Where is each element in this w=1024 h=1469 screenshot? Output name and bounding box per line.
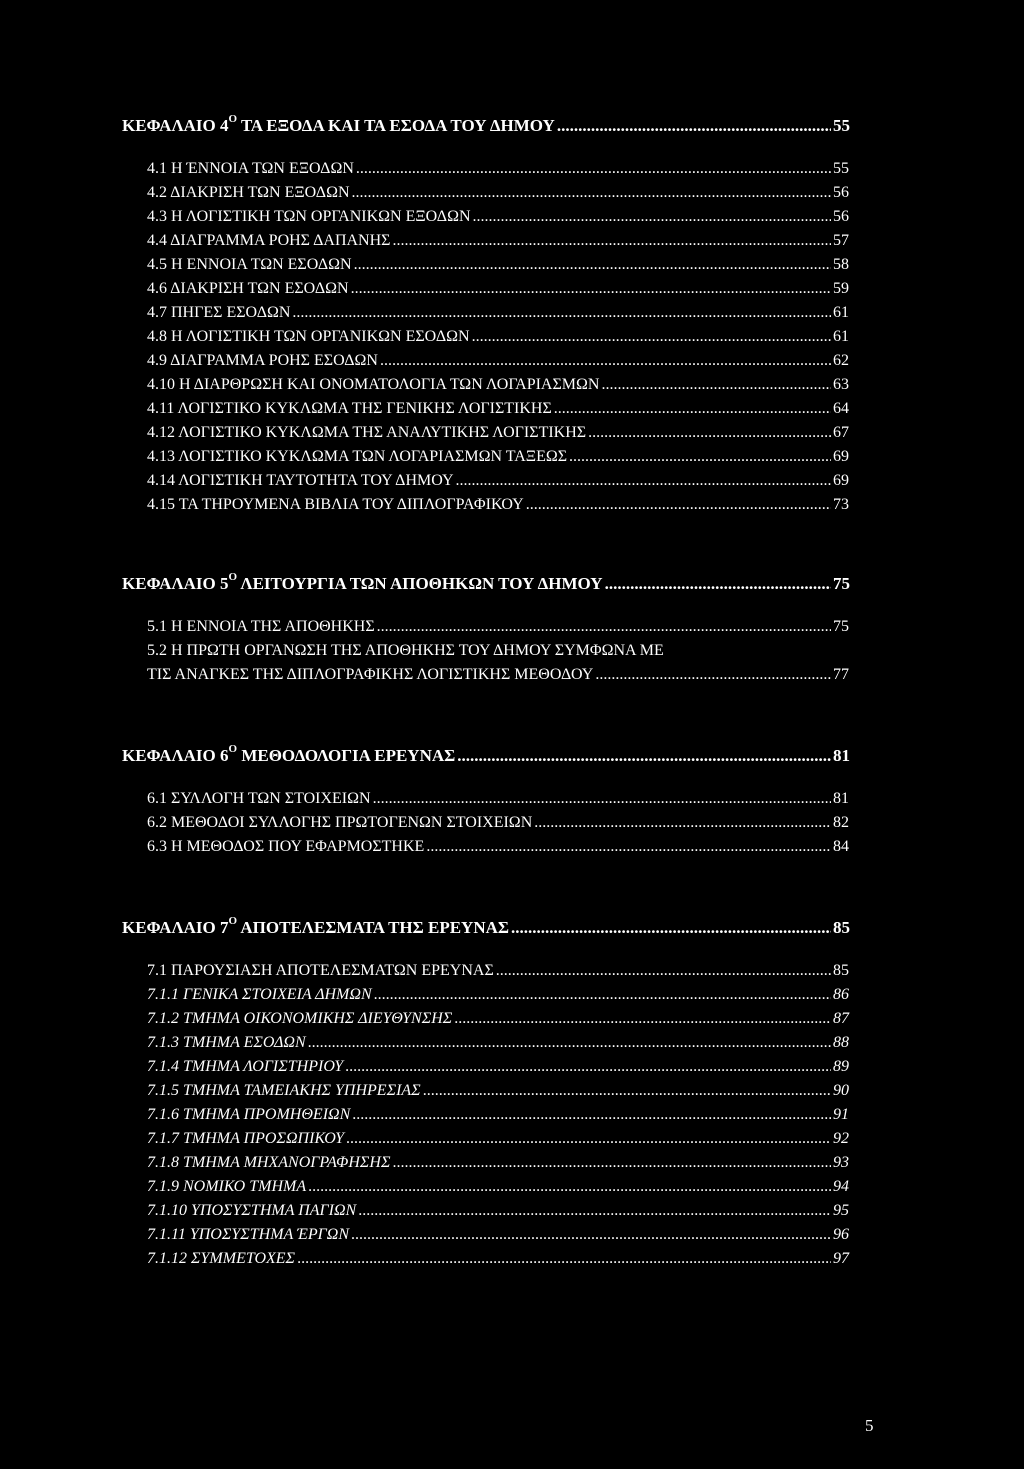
chapter-sup: Ο <box>228 743 238 756</box>
leader-dots <box>374 986 831 1004</box>
page-ref: 57 <box>833 232 849 249</box>
leader-dots <box>351 1226 831 1244</box>
toc-entry-7-1-6[interactable] <box>147 1106 849 1128</box>
toc-entry-6-3[interactable] <box>147 838 849 860</box>
leader-dots <box>292 304 831 322</box>
leader-dots <box>472 328 831 346</box>
leader-dots <box>496 962 831 980</box>
chapter-5-heading[interactable] <box>122 571 850 598</box>
chapter-prefix: ΚΕΦΑΛΑΙΟ 4 <box>122 116 229 135</box>
page-ref: 91 <box>833 1106 849 1123</box>
toc-entry-7-1-2[interactable] <box>147 1010 849 1032</box>
toc-entry-4-4[interactable] <box>147 232 849 254</box>
leader-dots <box>569 448 831 466</box>
page-ref: 75 <box>833 618 849 635</box>
toc-entry-6-1[interactable] <box>147 790 849 812</box>
page-ref: 81 <box>833 746 850 765</box>
entry-text: 4.4 ΔΙΑΓΡΑΜΜΑ ΡΟΗΣ ΔΑΠΑΝΗΣ <box>147 232 391 249</box>
leader-dots <box>557 116 831 136</box>
leader-dots <box>426 838 831 856</box>
page-ref: 84 <box>833 838 849 855</box>
entry-text: 5.1 Η ΕΝΝΟΙΑ ΤΗΣ ΑΠΟΘΗΚΗΣ <box>147 618 375 635</box>
chapter-prefix: ΚΕΦΑΛΑΙΟ 7 <box>122 918 229 937</box>
entry-text: 4.10 Η ΔΙΑΡΘΡΩΣΗ ΚΑΙ ΟΝΟΜΑΤΟΛΟΓΙΑ ΤΩΝ ΛΟΓΑΡΙΑΣΜΩΝ <box>147 376 600 393</box>
page-ref: 93 <box>833 1154 849 1171</box>
entry-text: 4.3 Η ΛΟΓΙΣΤΙΚΗ ΤΩΝ ΟΡΓΑΝΙΚΩΝ ΕΞΟΔΩΝ <box>147 208 471 225</box>
toc-entry-7-1-5[interactable] <box>147 1082 849 1104</box>
page-ref: 85 <box>833 962 849 979</box>
page-ref: 90 <box>833 1082 849 1099</box>
leader-dots <box>345 1058 831 1076</box>
page-ref: 58 <box>833 256 849 273</box>
leader-dots <box>526 496 831 514</box>
page-ref: 75 <box>833 574 850 593</box>
chapter-prefix: ΚΕΦΑΛΑΙΟ 6 <box>122 746 229 765</box>
entry-text: 6.3 Η ΜΕΘΟΔΟΣ ΠΟΥ ΕΦΑΡΜΟΣΤΗΚΕ <box>147 838 425 855</box>
page-ref: 95 <box>833 1202 849 1219</box>
page-ref: 96 <box>833 1226 849 1243</box>
toc-entry-4-13[interactable] <box>147 448 849 470</box>
page-ref: 85 <box>833 918 850 937</box>
entry-text: 4.9 ΔΙΑΓΡΑΜΜΑ ΡΟΗΣ ΕΣΟΔΩΝ <box>147 352 378 369</box>
toc-entry-5-1[interactable] <box>147 618 849 640</box>
page-ref: 88 <box>833 1034 849 1051</box>
entry-text: 7.1.7 ΤΜΗΜΑ ΠΡΟΣΩΠΙΚΟΥ <box>147 1130 345 1147</box>
toc-entry-4-8[interactable] <box>147 328 849 350</box>
chapter-sup: Ο <box>228 113 238 126</box>
toc-entry-7-1-10[interactable] <box>147 1202 849 1224</box>
leader-dots <box>308 1034 831 1052</box>
entry-text: 4.8 Η ΛΟΓΙΣΤΙΚΗ ΤΩΝ ΟΡΓΑΝΙΚΩΝ ΕΣΟΔΩΝ <box>147 328 470 345</box>
leader-dots <box>358 1202 831 1220</box>
entry-text: 4.14 ΛΟΓΙΣΤΙΚΗ ΤΑΥΤΟΤΗΤΑ ΤΟΥ ΔΗΜΟΥ <box>147 472 454 489</box>
entry-text: 6.2 ΜΕΘΟΔΟΙ ΣΥΛΛΟΓΗΣ ΠΡΩΤΟΓΕΝΩΝ ΣΤΟΙΧΕΙΩΝ <box>147 814 533 831</box>
entry-text: 4.13 ΛΟΓΙΣΤΙΚΟ ΚΥΚΛΩΜΑ ΤΩΝ ΛΟΓΑΡΙΑΣΜΩΝ ΤΑΞΕΩΣ <box>147 448 568 465</box>
toc-entry-4-10[interactable] <box>147 376 849 398</box>
chapter-4-heading[interactable] <box>122 113 850 140</box>
page-ref: 73 <box>833 496 849 513</box>
toc-entry-7-1-3[interactable] <box>147 1034 849 1056</box>
leader-dots <box>308 1178 831 1196</box>
page-ref: 92 <box>833 1130 849 1147</box>
page-ref: 61 <box>833 304 849 321</box>
entry-text: 4.11 ΛΟΓΙΣΤΙΚΟ ΚΥΚΛΩΜΑ ΤΗΣ ΓΕΝΙΚΗΣ ΛΟΓΙΣΤΙΚΗΣ <box>147 400 552 417</box>
leader-dots <box>554 400 831 418</box>
toc-entry-4-1[interactable] <box>147 160 849 182</box>
toc-entry-4-9[interactable] <box>147 352 849 374</box>
entry-text: 7.1.8 ΤΜΗΜΑ ΜΗΧΑΝΟΓΡΑΦΗΣΗΣ <box>147 1154 391 1171</box>
chapter-7-heading[interactable] <box>122 915 850 942</box>
entry-text: 4.5 Η ΕΝΝΟΙΑ ΤΩΝ ΕΣΟΔΩΝ <box>147 256 352 273</box>
toc-entry-6-2[interactable] <box>147 814 849 836</box>
page-ref: 94 <box>833 1178 849 1195</box>
page-ref: 81 <box>833 790 849 807</box>
leader-dots <box>601 376 831 394</box>
entry-text: 7.1.9 ΝΟΜΙΚΟ ΤΜΗΜΑ <box>147 1178 307 1195</box>
chapter-prefix: ΚΕΦΑΛΑΙΟ 5 <box>122 574 229 593</box>
entry-text: 7.1.6 ΤΜΗΜΑ ΠΡΟΜΗΘΕΙΩΝ <box>147 1106 351 1123</box>
leader-dots <box>392 1154 831 1172</box>
entry-text: 7.1.10 ΥΠΟΣΥΣΤΗΜΑ ΠΑΓΙΩΝ <box>147 1202 357 1219</box>
toc-entry-5-2[interactable] <box>147 666 849 688</box>
chapter-sup: Ο <box>228 571 238 584</box>
leader-dots <box>595 666 831 684</box>
page-ref: 55 <box>833 160 849 177</box>
entry-text: 7.1.11 ΥΠΟΣΥΣΤΗΜΑ ΈΡΓΩΝ <box>147 1226 349 1243</box>
page-ref: 89 <box>833 1058 849 1075</box>
entry-text: 7.1.5 ΤΜΗΜΑ ΤΑΜΕΙΑΚΗΣ ΥΠΗΡΕΣΙΑΣ <box>147 1082 421 1099</box>
chapter-title: ΤΑ ΕΞΟΔΑ ΚΑΙ ΤΑ ΕΣΟΔΑ ΤΟΥ ΔΗΜΟΥ <box>241 116 555 135</box>
toc-entry-4-7[interactable] <box>147 304 849 326</box>
entry-text: 7.1.3 ΤΜΗΜΑ ΕΣΟΔΩΝ <box>147 1034 306 1051</box>
chapter-title: ΜΕΘΟΔΟΛΟΓΙΑ ΕΡΕΥΝΑΣ <box>241 746 456 765</box>
page-ref: 67 <box>833 424 849 441</box>
toc-entry-7-1-8[interactable] <box>147 1154 849 1176</box>
toc-entry-4-11[interactable] <box>147 400 849 422</box>
page-ref: 61 <box>833 328 849 345</box>
entry-text: 6.1 ΣΥΛΛΟΓΗ ΤΩΝ ΣΤΟΙΧΕΙΩΝ <box>147 790 371 807</box>
entry-text: 7.1.2 ΤΜΗΜΑ ΟΙΚΟΝΟΜΙΚΗΣ ΔΙΕΥΘΥΝΣΗΣ <box>147 1010 453 1027</box>
toc-entry-7-1[interactable] <box>147 962 849 984</box>
page-ref: 82 <box>833 814 849 831</box>
page-ref: 55 <box>833 116 850 135</box>
toc-entry-4-6[interactable] <box>147 280 849 302</box>
leader-dots <box>456 472 831 490</box>
entry-text: 4.6 ΔΙΑΚΡΙΣΗ ΤΩΝ ΕΣΟΔΩΝ <box>147 280 349 297</box>
page-ref: 59 <box>833 280 849 297</box>
leader-dots <box>605 574 831 594</box>
leader-dots <box>423 1082 831 1100</box>
entry-text: 4.7 ΠΗΓΕΣ ΕΣΟΔΩΝ <box>147 304 291 321</box>
entry-text: 4.12 ΛΟΓΙΣΤΙΚΟ ΚΥΚΛΩΜΑ ΤΗΣ ΑΝΑΛΥΤΙΚΗΣ ΛΟΓΙΣΤΙΚΗΣ <box>147 424 587 441</box>
entry-text: 7.1.4 ΤΜΗΜΑ ΛΟΓΙΣΤΗΡΙΟΥ <box>147 1058 344 1075</box>
toc-entry-5-2-line1[interactable]: 5.2 Η ΠΡΩΤΗ ΟΡΓΑΝΩΣΗ ΤΗΣ ΑΠΟΘΗΚΗΣ ΤΟΥ ΔΗΜΟΥ ΣΥΜΦΩΝΑ ΜΕ <box>147 642 664 659</box>
page-ref: 64 <box>833 400 849 417</box>
chapter-title: ΛΕΙΤΟΥΡΓΙΑ ΤΩΝ ΑΠΟΘΗΚΩΝ ΤΟΥ ΔΗΜΟΥ <box>240 574 603 593</box>
leader-dots <box>346 1130 831 1148</box>
toc-entry-7-1-9[interactable] <box>147 1178 849 1200</box>
page-ref: 86 <box>833 986 849 1003</box>
leader-dots <box>351 280 831 298</box>
toc-entry-7-1-1[interactable] <box>147 986 849 1008</box>
leader-dots <box>454 1010 831 1028</box>
entry-text: 7.1.12 ΣΥΜΜΕΤΟΧΕΣ <box>147 1250 296 1267</box>
leader-dots <box>457 746 831 766</box>
chapter-sup: Ο <box>228 915 238 928</box>
entry-text: 4.2 ΔΙΑΚΡΙΣΗ ΤΩΝ ΕΞΟΔΩΝ <box>147 184 350 201</box>
leader-dots <box>392 232 831 250</box>
leader-dots <box>373 790 831 808</box>
leader-dots <box>534 814 831 832</box>
entry-text: ΤΙΣ ΑΝΑΓΚΕΣ ΤΗΣ ΔΙΠΛΟΓΡΑΦΙΚΗΣ ΛΟΓΙΣΤΙΚΗΣ ΜΕΘΟΔΟΥ <box>147 666 594 683</box>
entry-text: 7.1.1 ΓΕΝΙΚΑ ΣΤΟΙΧΕΙΑ ΔΗΜΩΝ <box>147 986 372 1003</box>
page-ref: 87 <box>833 1010 849 1027</box>
page-ref: 77 <box>833 666 849 683</box>
page-ref: 69 <box>833 472 849 489</box>
toc-entry-7-1-11[interactable] <box>147 1226 849 1248</box>
toc-entry-4-5[interactable] <box>147 256 849 278</box>
leader-dots <box>380 352 831 370</box>
page-ref: 97 <box>833 1250 849 1267</box>
toc-entry-4-2[interactable] <box>147 184 849 206</box>
page-ref: 63 <box>833 376 849 393</box>
toc-entry-4-14[interactable] <box>147 472 849 494</box>
leader-dots <box>297 1250 831 1268</box>
toc-entry-4-12[interactable] <box>147 424 849 446</box>
leader-dots <box>588 424 831 442</box>
entry-text: 4.1 Η ΈΝΝΟΙΑ ΤΩΝ ΕΞΟΔΩΝ <box>147 160 354 177</box>
entry-text: 7.1 ΠΑΡΟΥΣΙΑΣΗ ΑΠΟΤΕΛΕΣΜΑΤΩΝ ΕΡΕΥΝΑΣ <box>147 962 494 979</box>
chapter-title: ΑΠΟΤΕΛΕΣΜΑΤΑ ΤΗΣ ΕΡΕΥΝΑΣ <box>240 918 510 937</box>
leader-dots <box>356 160 831 178</box>
page-ref: 69 <box>833 448 849 465</box>
page-ref: 62 <box>833 352 849 369</box>
leader-dots <box>377 618 831 636</box>
leader-dots <box>354 256 831 274</box>
toc-entry-4-15[interactable] <box>147 496 849 518</box>
page-ref: 56 <box>833 208 849 225</box>
page-ref: 56 <box>833 184 849 201</box>
toc-entry-7-1-7[interactable] <box>147 1130 849 1152</box>
toc-entry-7-1-4[interactable] <box>147 1058 849 1080</box>
chapter-6-heading[interactable] <box>122 743 850 770</box>
entry-text: 4.15 ΤΑ ΤΗΡΟΥΜΕΝΑ ΒΙΒΛΙΑ ΤΟΥ ΔΙΠΛΟΓΡΑΦΙΚΟΥ <box>147 496 524 513</box>
toc-entry-4-3[interactable] <box>147 208 849 230</box>
leader-dots <box>473 208 831 226</box>
page-number: 5 <box>865 1416 874 1435</box>
toc-entry-7-1-12[interactable] <box>147 1250 849 1272</box>
leader-dots <box>511 918 831 938</box>
leader-dots <box>352 184 831 202</box>
leader-dots <box>352 1106 831 1124</box>
